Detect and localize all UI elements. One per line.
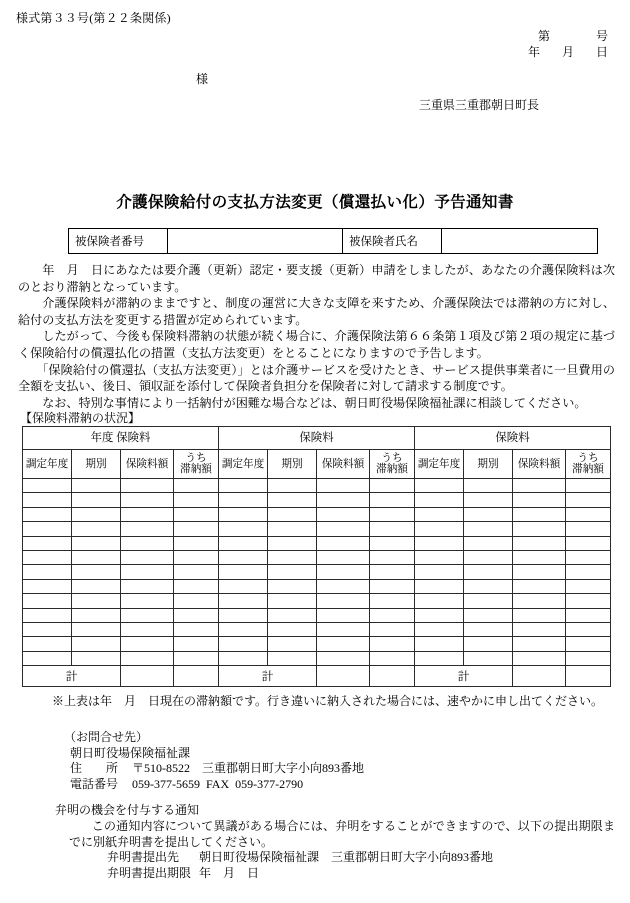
- insured-number-value[interactable]: [168, 229, 343, 254]
- arrears-group-header-1: 年度 保険料: [23, 427, 219, 450]
- col-arrears-line2: 滞納額: [180, 464, 212, 475]
- arrears-cell[interactable]: [72, 522, 121, 536]
- explanation-paragraph: この通知内容について異議がある場合には、弁明をすることができますので、以下の提出期限までに別紙弁明書を提出してください。: [69, 818, 615, 849]
- total-arrears-3[interactable]: [566, 666, 611, 687]
- arrears-cell[interactable]: [219, 479, 268, 493]
- arrears-cell[interactable]: [513, 522, 566, 536]
- document-number-suffix: 号: [595, 29, 608, 43]
- arrears-table: [22, 426, 611, 687]
- arrears-cell[interactable]: [317, 565, 370, 579]
- arrears-cell[interactable]: [219, 594, 268, 608]
- col-arrears-line1: うち: [577, 452, 599, 464]
- page-title: 介護保険給付の支払方法変更（償還払い化）予告通知書: [116, 194, 514, 211]
- arrears-cell[interactable]: [513, 579, 566, 593]
- arrears-cell[interactable]: [513, 536, 566, 550]
- document-number-line: [528, 28, 608, 44]
- arrears-cell[interactable]: [72, 550, 121, 564]
- arrears-cell[interactable]: [72, 493, 121, 507]
- contact-tel-value: 059-377-5659: [132, 776, 200, 791]
- col-arrears-line2: 滞納額: [376, 464, 408, 475]
- arrears-cell[interactable]: [370, 565, 415, 579]
- insured-name-value[interactable]: [442, 229, 598, 254]
- body-text: [18, 262, 615, 411]
- table-row: [23, 608, 611, 622]
- arrears-cell[interactable]: [566, 579, 611, 593]
- arrears-cell[interactable]: [268, 637, 317, 651]
- insured-number-label: 被保険者番号: [69, 229, 168, 254]
- arrears-cell[interactable]: [415, 522, 464, 536]
- arrears-cell[interactable]: [121, 594, 174, 608]
- arrears-cell[interactable]: [121, 536, 174, 550]
- arrears-cell[interactable]: [566, 507, 611, 521]
- arrears-cell[interactable]: [464, 594, 513, 608]
- arrears-cell[interactable]: [23, 565, 72, 579]
- arrears-cell[interactable]: [464, 479, 513, 493]
- arrears-total-row: [23, 666, 611, 687]
- arrears-cell[interactable]: [566, 550, 611, 564]
- arrears-cell[interactable]: [23, 608, 72, 622]
- arrears-cell[interactable]: [566, 594, 611, 608]
- arrears-group-header-row: [23, 427, 611, 450]
- arrears-cell[interactable]: [121, 507, 174, 521]
- form-number: 様式第３３号(第２２条関係): [16, 11, 171, 25]
- total-label-3: 計: [415, 666, 513, 687]
- explanation-deadline-value: 年 月 日: [199, 866, 260, 881]
- arrears-cell[interactable]: [268, 522, 317, 536]
- table-row: [23, 622, 611, 636]
- arrears-cell[interactable]: [23, 594, 72, 608]
- arrears-cell[interactable]: [566, 493, 611, 507]
- arrears-cell[interactable]: [464, 608, 513, 622]
- arrears-cell[interactable]: [174, 522, 219, 536]
- arrears-cell[interactable]: [370, 622, 415, 636]
- col-arrears-line2: 滞納額: [572, 464, 604, 475]
- arrears-cell[interactable]: [219, 608, 268, 622]
- document-number-prefix: 第: [537, 29, 550, 43]
- arrears-cell[interactable]: [121, 565, 174, 579]
- arrears-cell[interactable]: [268, 479, 317, 493]
- table-row: [23, 579, 611, 593]
- arrears-cell[interactable]: [268, 651, 317, 665]
- contact-office: 朝日町役場保険福祉課: [70, 745, 191, 760]
- arrears-cell[interactable]: [415, 608, 464, 622]
- arrears-cell[interactable]: [566, 522, 611, 536]
- arrears-cell[interactable]: [23, 622, 72, 636]
- arrears-cell[interactable]: [72, 608, 121, 622]
- explanation-submit-to-value: 朝日町役場保険福祉課 三重郡朝日町大字小向893番地: [199, 850, 494, 865]
- paragraph-1: 年 月 日にあなたは要介護（更新）認定・要支援（更新）申請をしましたが、あなたの介護保険料は次のとおり滞納となっています。: [18, 263, 615, 294]
- arrears-cell[interactable]: [566, 479, 611, 493]
- date-year-label: 年: [527, 45, 540, 59]
- arrears-group-header-2: 保険料: [219, 427, 415, 450]
- explanation-submit-to-label: 弁明書提出先: [107, 850, 180, 865]
- arrears-cell[interactable]: [317, 493, 370, 507]
- col-arrears-amount-3: [566, 450, 611, 479]
- arrears-cell[interactable]: [219, 651, 268, 665]
- arrears-cell[interactable]: [415, 594, 464, 608]
- arrears-cell[interactable]: [370, 579, 415, 593]
- arrears-cell[interactable]: [219, 493, 268, 507]
- arrears-cell[interactable]: [370, 493, 415, 507]
- arrears-cell[interactable]: [415, 637, 464, 651]
- arrears-cell[interactable]: [317, 637, 370, 651]
- total-arrears-1[interactable]: [174, 666, 219, 687]
- arrears-cell[interactable]: [72, 637, 121, 651]
- arrears-cell[interactable]: [464, 651, 513, 665]
- explanation-heading: 弁明の機会を付与する通知: [55, 803, 200, 817]
- arrears-cell[interactable]: [174, 493, 219, 507]
- arrears-cell[interactable]: [464, 507, 513, 521]
- arrears-cell[interactable]: [72, 622, 121, 636]
- arrears-cell[interactable]: [23, 536, 72, 550]
- arrears-cell[interactable]: [219, 622, 268, 636]
- col-premium-amount-3: 保険料額: [513, 450, 566, 479]
- col-assessment-year-1: 調定年度: [23, 450, 72, 479]
- arrears-cell[interactable]: [415, 565, 464, 579]
- arrears-cell[interactable]: [317, 522, 370, 536]
- arrears-cell[interactable]: [121, 522, 174, 536]
- arrears-cell[interactable]: [415, 536, 464, 550]
- arrears-cell[interactable]: [219, 507, 268, 521]
- contact-address-value: 〒510-8522 三重郡朝日町大字小向893番地: [132, 761, 364, 775]
- contact-block: [64, 730, 364, 792]
- arrears-cell[interactable]: [23, 550, 72, 564]
- arrears-cell[interactable]: [415, 651, 464, 665]
- arrears-cell[interactable]: [415, 550, 464, 564]
- contact-address-line: [64, 761, 364, 777]
- arrears-cell[interactable]: [566, 622, 611, 636]
- arrears-cell[interactable]: [464, 536, 513, 550]
- table-row: [23, 493, 611, 507]
- arrears-cell[interactable]: [174, 536, 219, 550]
- col-arrears-amount-1: [174, 450, 219, 479]
- arrears-cell[interactable]: [317, 536, 370, 550]
- arrears-cell[interactable]: [268, 594, 317, 608]
- contact-heading: （お問合せ先）: [64, 730, 149, 744]
- col-assessment-year-2: 調定年度: [219, 450, 268, 479]
- arrears-cell[interactable]: [174, 579, 219, 593]
- arrears-cell[interactable]: [317, 594, 370, 608]
- arrears-cell[interactable]: [23, 651, 72, 665]
- arrears-cell[interactable]: [370, 536, 415, 550]
- recipient-honorific: 様: [196, 72, 209, 86]
- explanation-deadline-label: 弁明書提出期限: [107, 866, 192, 881]
- contact-fax-label: FAX: [206, 776, 230, 791]
- total-label-1: 計: [23, 666, 121, 687]
- explanation-notice: [55, 803, 615, 882]
- arrears-cell[interactable]: [464, 522, 513, 536]
- table-row: [23, 536, 611, 550]
- table-row: [69, 229, 598, 254]
- arrears-cell[interactable]: [513, 507, 566, 521]
- insured-name-label: 被保険者氏名: [343, 229, 442, 254]
- col-period-3: 期別: [464, 450, 513, 479]
- arrears-cell[interactable]: [72, 651, 121, 665]
- contact-address-label: 住 所: [70, 761, 119, 775]
- arrears-cell[interactable]: [121, 579, 174, 593]
- arrears-cell[interactable]: [317, 507, 370, 521]
- arrears-cell[interactable]: [268, 550, 317, 564]
- arrears-cell[interactable]: [566, 536, 611, 550]
- col-assessment-year-3: 調定年度: [415, 450, 464, 479]
- arrears-cell[interactable]: [219, 637, 268, 651]
- date-day-label: 日: [595, 45, 608, 59]
- paragraph-5: なお、特別な事情により一括納付が困難な場合などは、朝日町役場保険福祉課に相談してください。: [30, 395, 587, 410]
- contact-tel-label: 電話番号: [70, 776, 119, 791]
- arrears-cell[interactable]: [317, 622, 370, 636]
- total-premium-1[interactable]: [121, 666, 174, 687]
- arrears-cell[interactable]: [174, 594, 219, 608]
- arrears-cell[interactable]: [370, 479, 415, 493]
- arrears-cell[interactable]: [268, 608, 317, 622]
- explanation-submit-to-line: [55, 850, 615, 866]
- arrears-cell[interactable]: [23, 579, 72, 593]
- arrears-cell[interactable]: [219, 579, 268, 593]
- arrears-cell[interactable]: [370, 637, 415, 651]
- arrears-cell[interactable]: [121, 608, 174, 622]
- arrears-cell[interactable]: [415, 479, 464, 493]
- arrears-cell[interactable]: [23, 493, 72, 507]
- arrears-cell[interactable]: [174, 565, 219, 579]
- arrears-cell[interactable]: [121, 550, 174, 564]
- arrears-cell[interactable]: [370, 594, 415, 608]
- arrears-cell[interactable]: [317, 550, 370, 564]
- total-label-2: 計: [219, 666, 317, 687]
- arrears-cell[interactable]: [23, 507, 72, 521]
- col-premium-amount-2: 保険料額: [317, 450, 370, 479]
- insured-person-table: [68, 228, 598, 254]
- col-premium-amount-1: 保険料額: [121, 450, 174, 479]
- paragraph-2: 介護保険料が滞納のままですと、制度の運営に大きな支障を来すため、介護保険法では滞納の方に対し、給付の支払方法を変更する措置が定められています。: [18, 296, 615, 327]
- table-row: [23, 565, 611, 579]
- arrears-cell[interactable]: [268, 622, 317, 636]
- arrears-cell[interactable]: [464, 493, 513, 507]
- arrears-cell[interactable]: [513, 550, 566, 564]
- arrears-cell[interactable]: [72, 565, 121, 579]
- paragraph-4: 「保険給付の償還払（支払方法変更）」とは介護サービスを受けたとき、サービス提供事業者に一旦費用の全額を支払い、後日、領収証を添付して保険者負担分を保険者に対して請求する制度です。: [18, 362, 615, 394]
- paragraph-3: したがって、今後も保険料滞納の状態が続く場合に、介護保険法第６６条第１項及び第２項の規定に基づく保険給付の償還払化の措置（支払方法変更）をとることになりますので予告します。: [18, 329, 615, 360]
- col-period-2: 期別: [268, 450, 317, 479]
- contact-tel-line: [64, 777, 364, 793]
- arrears-cell[interactable]: [566, 651, 611, 665]
- arrears-cell[interactable]: [317, 608, 370, 622]
- arrears-cell[interactable]: [121, 622, 174, 636]
- table-row: [23, 522, 611, 536]
- arrears-cell[interactable]: [566, 637, 611, 651]
- arrears-cell[interactable]: [370, 507, 415, 521]
- arrears-cell[interactable]: [370, 651, 415, 665]
- arrears-cell[interactable]: [121, 479, 174, 493]
- total-premium-3[interactable]: [513, 666, 566, 687]
- arrears-cell[interactable]: [464, 622, 513, 636]
- table-row: [23, 550, 611, 564]
- arrears-cell[interactable]: [566, 608, 611, 622]
- table-row: [23, 507, 611, 521]
- arrears-cell[interactable]: [415, 622, 464, 636]
- arrears-cell[interactable]: [219, 536, 268, 550]
- arrears-cell[interactable]: [72, 479, 121, 493]
- arrears-cell[interactable]: [268, 493, 317, 507]
- arrears-cell[interactable]: [317, 479, 370, 493]
- arrears-cell[interactable]: [268, 536, 317, 550]
- arrears-cell[interactable]: [174, 608, 219, 622]
- arrears-cell[interactable]: [268, 579, 317, 593]
- arrears-cell[interactable]: [513, 594, 566, 608]
- table-row: [23, 637, 611, 651]
- col-arrears-line1: うち: [381, 452, 403, 464]
- arrears-cell[interactable]: [370, 522, 415, 536]
- arrears-cell[interactable]: [464, 637, 513, 651]
- arrears-cell[interactable]: [370, 608, 415, 622]
- arrears-column-header-row: [23, 450, 611, 479]
- arrears-cell[interactable]: [174, 550, 219, 564]
- arrears-cell[interactable]: [174, 651, 219, 665]
- arrears-cell[interactable]: [513, 479, 566, 493]
- arrears-cell[interactable]: [72, 507, 121, 521]
- arrears-cell[interactable]: [219, 550, 268, 564]
- arrears-cell[interactable]: [72, 536, 121, 550]
- arrears-cell[interactable]: [219, 565, 268, 579]
- document-date-line: [528, 44, 608, 60]
- arrears-cell[interactable]: [72, 594, 121, 608]
- arrears-cell[interactable]: [415, 579, 464, 593]
- arrears-cell[interactable]: [317, 651, 370, 665]
- arrears-cell[interactable]: [174, 637, 219, 651]
- arrears-cell[interactable]: [121, 637, 174, 651]
- arrears-cell[interactable]: [317, 579, 370, 593]
- arrears-cell[interactable]: [464, 565, 513, 579]
- arrears-cell[interactable]: [464, 550, 513, 564]
- arrears-cell[interactable]: [566, 565, 611, 579]
- col-period-1: 期別: [72, 450, 121, 479]
- contact-fax-value: 059-377-2790: [235, 776, 304, 791]
- total-arrears-2[interactable]: [370, 666, 415, 687]
- arrears-cell[interactable]: [121, 651, 174, 665]
- arrears-cell[interactable]: [174, 622, 219, 636]
- arrears-cell[interactable]: [513, 622, 566, 636]
- arrears-cell[interactable]: [23, 479, 72, 493]
- issuer-name: 三重県三重郡朝日町長: [419, 98, 540, 112]
- arrears-cell[interactable]: [415, 507, 464, 521]
- table-row: [23, 479, 611, 493]
- arrears-cell[interactable]: [174, 507, 219, 521]
- arrears-cell[interactable]: [268, 507, 317, 521]
- total-premium-2[interactable]: [317, 666, 370, 687]
- arrears-cell[interactable]: [268, 565, 317, 579]
- table-row: [23, 594, 611, 608]
- arrears-note: ※上表は年 月 日現在の滞納額です。行き違いに納入された場合には、速やかに申し出てください。: [52, 694, 604, 708]
- arrears-cell[interactable]: [415, 493, 464, 507]
- arrears-cell[interactable]: [370, 550, 415, 564]
- arrears-cell[interactable]: [513, 493, 566, 507]
- col-arrears-amount-2: [370, 450, 415, 479]
- arrears-table-footer: [23, 666, 611, 687]
- table-row: [23, 651, 611, 665]
- arrears-cell[interactable]: [23, 522, 72, 536]
- arrears-cell[interactable]: [174, 479, 219, 493]
- arrears-group-header-3: 保険料: [415, 427, 611, 450]
- arrears-cell[interactable]: [121, 493, 174, 507]
- arrears-cell[interactable]: [513, 565, 566, 579]
- arrears-table-body: [23, 479, 611, 666]
- arrears-cell[interactable]: [513, 651, 566, 665]
- arrears-section-label: 【保険料滞納の状況】: [20, 411, 141, 425]
- arrears-cell[interactable]: [513, 608, 566, 622]
- document-number-block: [528, 28, 608, 60]
- date-month-label: 月: [561, 45, 574, 59]
- arrears-cell[interactable]: [72, 579, 121, 593]
- arrears-cell[interactable]: [219, 522, 268, 536]
- explanation-deadline-line: [55, 866, 615, 882]
- col-arrears-line1: うち: [185, 452, 207, 464]
- arrears-cell[interactable]: [23, 637, 72, 651]
- arrears-cell[interactable]: [464, 579, 513, 593]
- arrears-cell[interactable]: [513, 637, 566, 651]
